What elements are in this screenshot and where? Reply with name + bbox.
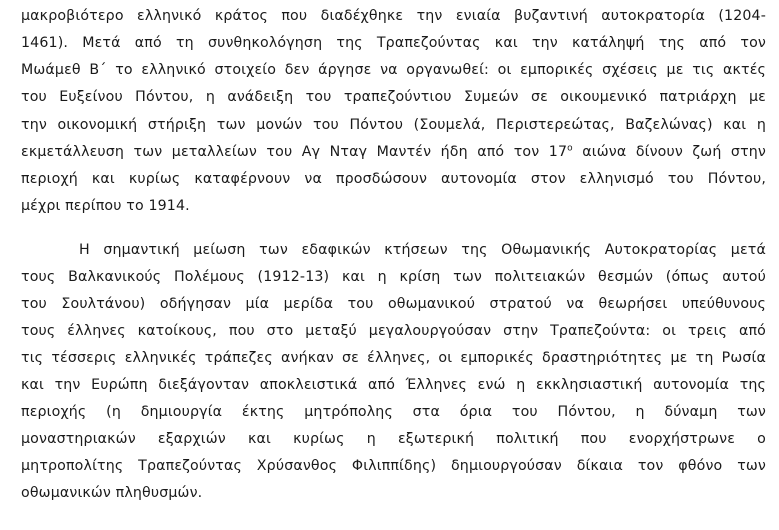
paragraph2-line9: μητροπολίτης Τραπεζούντας Χρύσανθος Φιλιππίδης) δημιουργούσαν δίκαια τον φθόνο των — [21, 458, 766, 474]
paragraph1-line7: περιοχή και κυρίως καταφέρνουν να προσδώσουν αυτονομία στον ελληνισμό του Πόντου, — [21, 171, 766, 187]
paragraph1-line1: μακροβιότερο ελληνικό κράτος που διαδέχθηκε την ενιαία βυζαντινή αυτοκρατορία (1204- — [21, 8, 766, 24]
paragraph2-line5: τις τέσσερις ελληνικές τράπεζες ανήκαν σε έλληνες, οι εμπορικές δραστηριότητες με τη Ρωσία — [21, 350, 766, 366]
paragraph2-line10: οθωμανικών πληθυσμών. — [21, 485, 203, 501]
paragraph1-line6-text-after: αιώνα δίνουν ζωή στην — [572, 144, 766, 160]
paragraph2-line6: και την Ευρώπη διεξάγονταν αποκλειστικά από Έλληνες ενώ η εκκλησιαστική αυτονομία της — [21, 377, 766, 393]
paragraph2-line1: Η σημαντική μείωση των εδαφικών κτήσεων της Οθωμανικής Αυτοκρατορίας μετά — [79, 242, 766, 258]
paragraph2-line4: τους έλληνες κατοίκους, που στο μεταξύ μεγαλουργούσαν στην Τραπεζούντα: οι τρεις από — [21, 323, 766, 339]
paragraph1-line5: την οικονομική στήριξη των μονών του Πόντου (Σουμελά, Περιστερεώτας, Βαζελώνας) και η — [21, 117, 766, 133]
paragraph1-line2: 1461). Μετά από τη συνθηκολόγηση της Τραπεζούντας και την κατάληψή της από τον — [21, 35, 766, 51]
paragraph1-line6 — [21, 142, 766, 162]
paragraph2-line3: του Σουλτάνου) οδήγησαν μία μερίδα του οθωμανικού στρατού να θεωρήσει υπεύθυνους — [21, 296, 766, 312]
superscript-ordinal: ο — [567, 143, 573, 154]
paragraph1-line3: Μωάμεθ Β΄ το ελληνικό στοιχείο δεν άργησε να οργανωθεί: οι εμπορικές σχέσεις με τις ακτές — [21, 62, 766, 78]
paragraph2-line2: τους Βαλκανικούς Πολέμους (1912-13) και η κρίση των πολιτειακών θεσμών (όπως αυτού — [21, 269, 766, 285]
paragraph1-line8: μέχρι περίπου το 1914. — [21, 198, 190, 214]
paragraph1-line6-text-before: εκμετάλλευση των μεταλλείων του Αγ Νταγ Μαντέν ήδη από τον 17 — [21, 144, 568, 160]
paragraph1-line4: του Ευξείνου Πόντου, η ανάδειξη του τραπεζούντιου Συμεών σε οικουμενικό πατριάρχη με — [21, 89, 766, 105]
paragraph2-line8: μοναστηριακών εξαρχιών και κυρίως η εξωτερική πολιτική που ενορχήστρωνε ο — [21, 431, 766, 447]
paragraph2-line7: περιοχής (η δημιουργία έκτης μητρόπολης στα όρια του Πόντου, η δύναμη των — [21, 404, 766, 420]
